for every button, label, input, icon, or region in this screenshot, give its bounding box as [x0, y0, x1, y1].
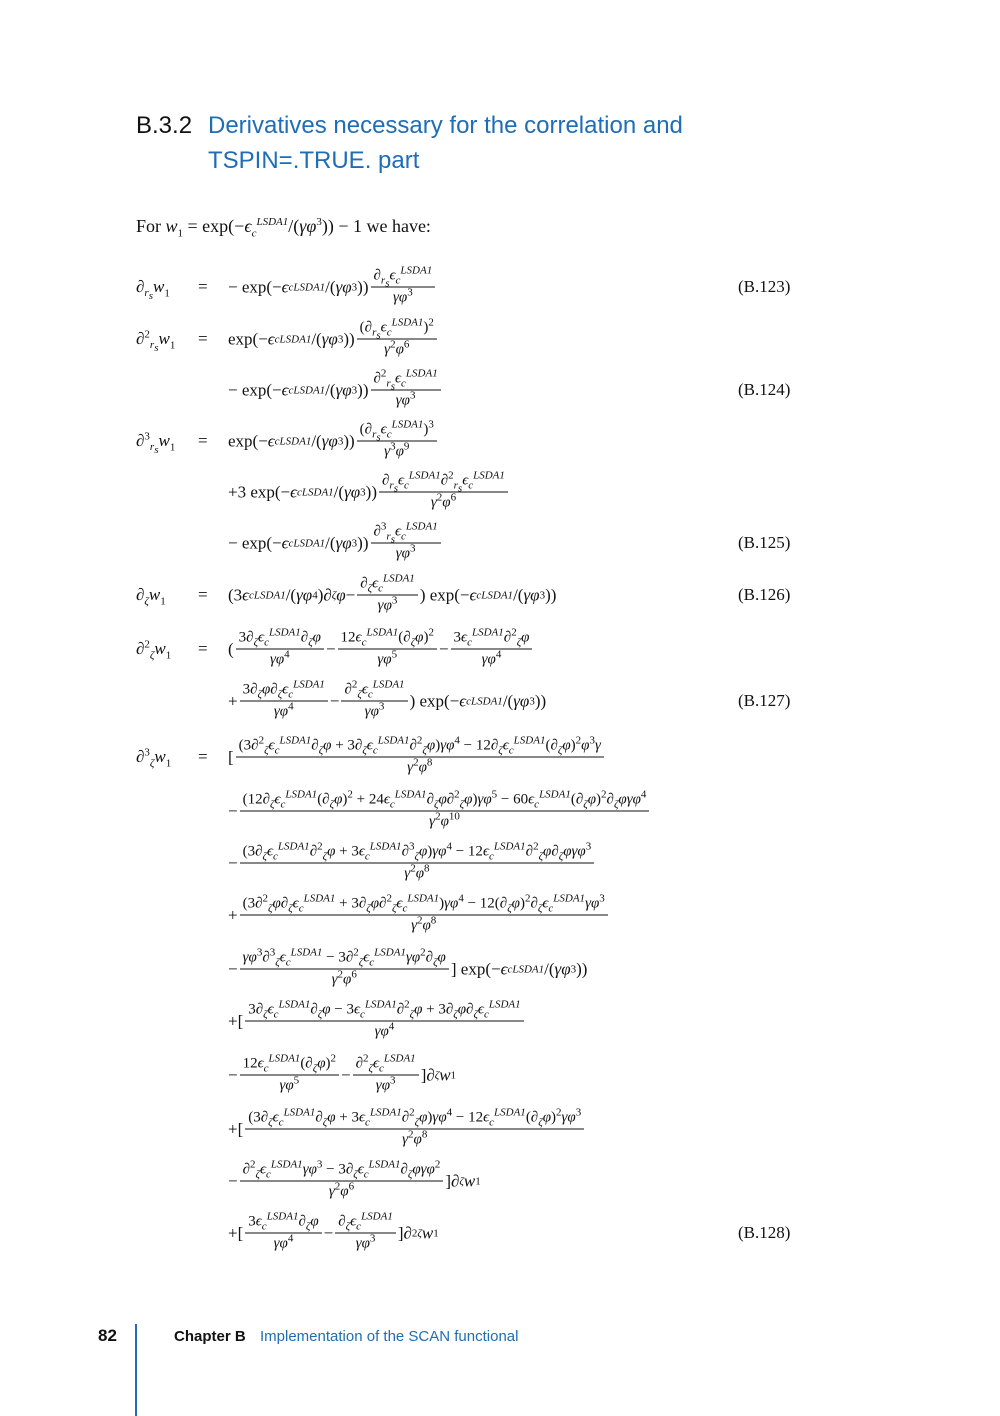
- equation-b124-line2: − exp(− ϵ c LSDA1 /( γφ 3 )) $\partial^2_{r_s}\epsilon_c^{LSDA1}$ $\gamma\varphi^3$ (B.124): [228, 367, 791, 409]
- page-footer: [0, 1326, 1000, 1414]
- equation-b128-line9: − $\partial^2_\zeta\epsilon_c^{LSDA1}\gamma\varphi^3 - 3\partial_\zeta\epsilon_c^{LSDA1}\partial_\zeta\varphi\gamma\varphi^2$ $\gamma^2\varphi^6$ ]∂ ζ w 1: [228, 1158, 481, 1200]
- equation-b125-line2: +3 exp(− ϵ c LSDA1 /( γφ 3 )) $\partial_{r_s}\epsilon_c^{LSDA1}\partial^2_{r_s}\epsilon_c^{LSDA1}$ $\gamma^2\varphi^6$: [0, 467, 1000, 517]
- intro-prefix: For: [136, 216, 166, 236]
- intro-suffix: we have:: [361, 216, 431, 236]
- equation-b126: $\partial_\zeta w_1$ = (3 ϵ c LSDA1 /( γφ 4 )∂ ζ φ − $\partial_\zeta\epsilon_c^{LSDA1}$ $\gamma\varphi^3$ ) exp(− ϵ c LSDA1 /( γφ 3 )) (B.126): [136, 572, 791, 614]
- equation-b128-line1: $\partial^3_\zeta w_1$ = [ $(3\partial^2_\zeta\epsilon_c^{LSDA1}\partial_\zeta\varphi + 3\partial_\zeta\epsilon_c^{LSDA1}\partial^2_\zeta\varphi)\gamma\varphi^4 - 12\partial_\zeta\epsilon_c^{LSDA1}(\partial_\zeta\varphi)^2\varphi^3\gamma$ $\gamma^2\varphi^8$: [0, 732, 1000, 782]
- equation-b128-line10: +[ $3\epsilon_c^{LSDA1}\partial_\zeta\varphi$ $\gamma\varphi^4$ − $\partial_\zeta\epsilon_c^{LSDA1}$ $\gamma\varphi^3$ ]∂ 2 ζ w 1 (B.128): [228, 1210, 791, 1252]
- chapter-title: Implementation of the SCAN functional: [260, 1328, 519, 1345]
- equation-b127-line1: $\partial^2_\zeta w_1$ = ( $3\partial_\zeta\epsilon_c^{LSDA1}\partial_\zeta\varphi$ $\gamma\varphi^4$ − $12\epsilon_c^{LSDA1}(\partial_\zeta\varphi)^2$ $\gamma\varphi^5$ − $3\epsilon_c^{LSDA1}\partial^2_\zeta\varphi$ $\gamma\varphi^4$: [0, 624, 1000, 674]
- equation-b127-line2: + $3\partial_\zeta\varphi\partial_\zeta\epsilon_c^{LSDA1}$ $\gamma\varphi^4$ − $\partial^2_\zeta\epsilon_c^{LSDA1}$ $\gamma\varphi^3$ ) exp(− ϵ c LSDA1 /( γφ 3 )) (B.127): [228, 678, 791, 720]
- equation-tag: (B.126): [738, 585, 791, 604]
- footer-divider: [135, 1324, 137, 1416]
- equation-b128-line2: − $(12\partial_\zeta\epsilon_c^{LSDA1}(\partial_\zeta\varphi)^2 + 24\epsilon_c^{LSDA1}\partial_\zeta\varphi\partial^2_\zeta\varphi)\gamma\varphi^5 - 60\epsilon_c^{LSDA1}(\partial_\zeta\varphi)^2\partial_\zeta\varphi\gamma\varphi^4$ $\gamma^2\varphi^{10}$: [0, 786, 1000, 836]
- intro-sentence: For $w_1 = \exp(-\epsilon_c^{LSDA1}/(\gamma\varphi^3)) - 1$ we have:: [136, 216, 431, 240]
- equation-b125-line1: $\partial^3_{r_s}w_1$ = exp(− ϵ c LSDA1 /( γφ 3 )) $(\partial_{r_s}\epsilon_c^{LSDA1})^3$ $\gamma^3\varphi^9$: [0, 416, 1000, 466]
- equation-tag: (B.124): [738, 380, 791, 399]
- equation-tag: (B.125): [738, 533, 791, 552]
- equation-b128-line6: +[ $3\partial_\zeta\epsilon_c^{LSDA1}\partial_\zeta\varphi - 3\epsilon_c^{LSDA1}\partial^2_\zeta\varphi + 3\partial_\zeta\varphi\partial_\zeta\epsilon_c^{LSDA1}$ $\gamma\varphi^4$: [0, 996, 1000, 1046]
- equation-b128-line4: + $(3\partial^2_\zeta\varphi\partial_\zeta\epsilon_c^{LSDA1} + 3\partial_\zeta\varphi\partial^2_\zeta\epsilon_c^{LSDA1})\gamma\varphi^4 - 12(\partial_\zeta\varphi)^2\partial_\zeta\epsilon_c^{LSDA1}\gamma\varphi^3$ $\gamma^2\varphi^8$: [0, 890, 1000, 940]
- equation-b128-line7: − $12\epsilon_c^{LSDA1}(\partial_\zeta\varphi)^2$ $\gamma\varphi^5$ − $\partial^2_\zeta\epsilon_c^{LSDA1}$ $\gamma\varphi^3$ ]∂ ζ w 1: [228, 1052, 457, 1094]
- equation-b125-line3: − exp(− ϵ c LSDA1 /( γφ 3 )) $\partial^3_{r_s}\epsilon_c^{LSDA1}$ $\gamma\varphi^3$ (B.125): [228, 520, 791, 562]
- page-number: 82: [98, 1326, 117, 1345]
- equation-b128-line8: +[ $(3\partial_\zeta\epsilon_c^{LSDA1}\partial_\zeta\varphi + 3\epsilon_c^{LSDA1}\partial^2_\zeta\varphi)\gamma\varphi^4 - 12\epsilon_c^{LSDA1}(\partial_\zeta\varphi)^2\gamma\varphi^3$ $\gamma^2\varphi^8$: [0, 1104, 1000, 1154]
- equation-b124-line1: $\partial^2_{r_s}w_1$ = exp(− ϵ c LSDA1 /( γφ 3 )) $(\partial_{r_s}\epsilon_c^{LSDA1})^2$ $\gamma^2\varphi^6$: [0, 314, 1000, 364]
- section-title: Derivatives necessary for the correlation and TSPIN=.TRUE. part: [208, 112, 683, 174]
- equation-tag: (B.127): [738, 691, 791, 710]
- chapter-label: Chapter B: [174, 1328, 246, 1345]
- equation-tag: (B.123): [738, 277, 791, 296]
- equation-b128-line3: − $(3\partial_\zeta\epsilon_c^{LSDA1}\partial^2_\zeta\varphi + 3\epsilon_c^{LSDA1}\partial^3_\zeta\varphi)\gamma\varphi^4 - 12\epsilon_c^{LSDA1}\partial^2_\zeta\varphi\partial_\zeta\varphi\gamma\varphi^3$ $\gamma^2\varphi^8$: [0, 838, 1000, 888]
- equation-b128-line5: − $\gamma\varphi^3\partial^3_\zeta\epsilon_c^{LSDA1} - 3\partial^2_\zeta\epsilon_c^{LSDA1}\gamma\varphi^2\partial_\zeta\varphi$ $\gamma^2\varphi^6$ ] exp(− ϵ c LSDA1 /( γφ 3 )): [228, 946, 588, 988]
- equation-tag: (B.128): [738, 1223, 791, 1242]
- equation-b123: $\partial_{r_s}w_1$ = − exp(− ϵ c LSDA1 /( γφ 3 )) $\partial_{r_s}\epsilon_c^{LSDA1}$ $\gamma\varphi^3$ (B.123): [136, 264, 791, 306]
- section-number: B.3.2: [136, 112, 193, 139]
